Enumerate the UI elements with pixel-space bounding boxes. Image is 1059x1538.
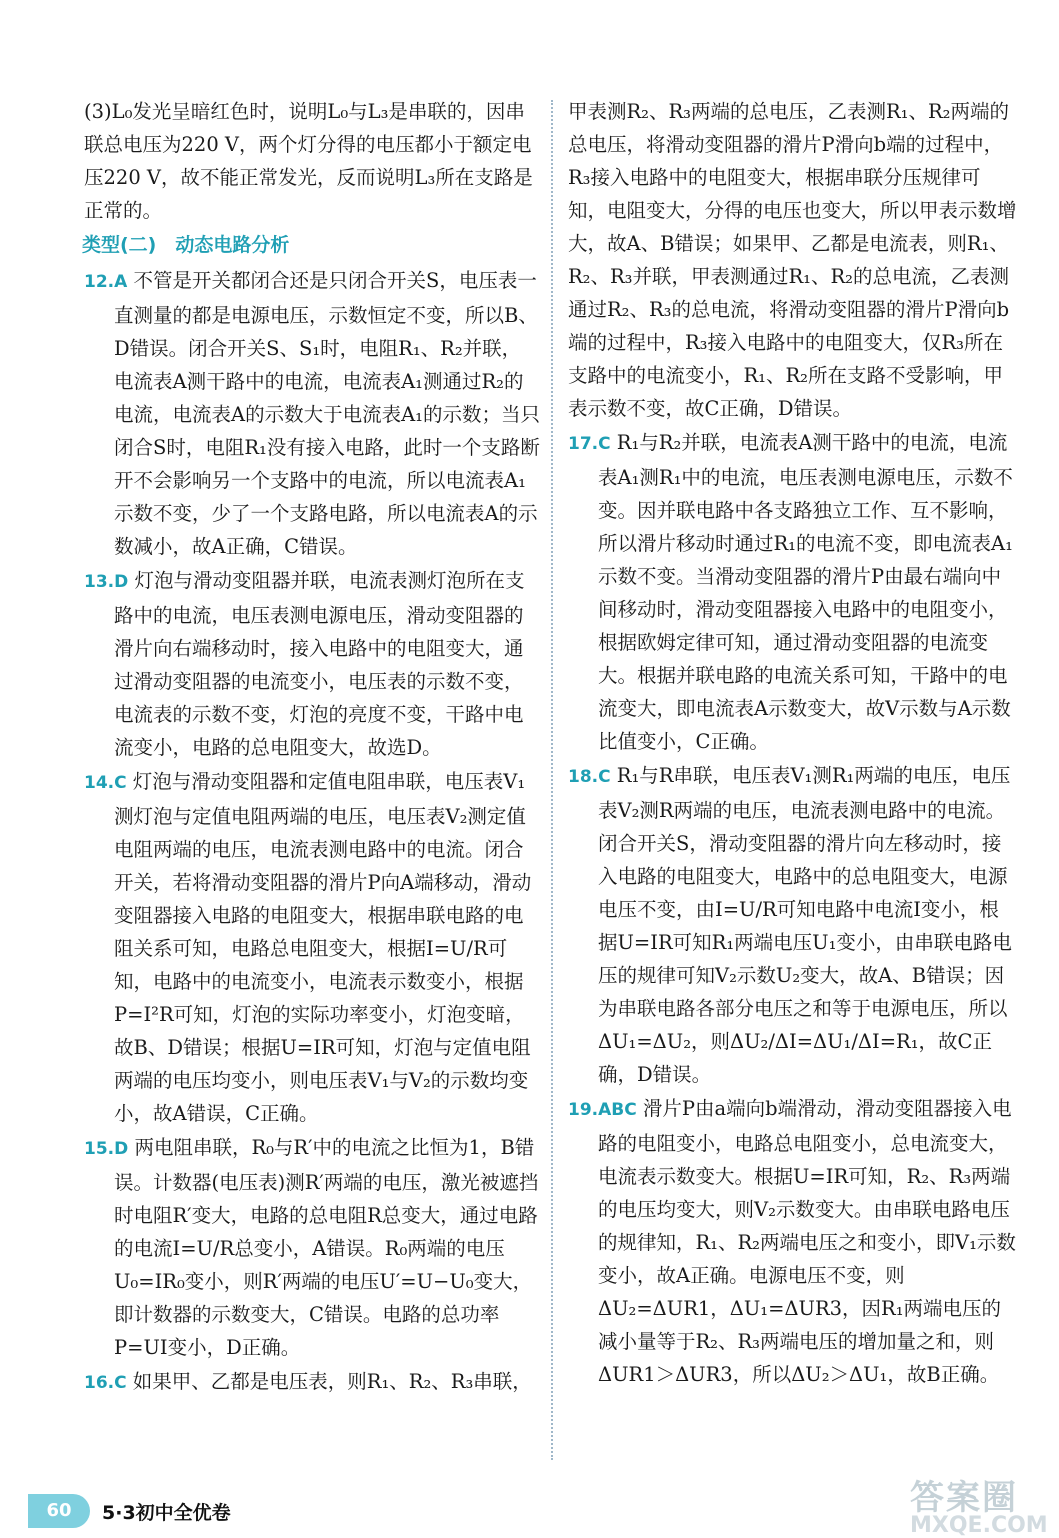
answer-15	[84, 1131, 540, 1364]
section-title: 类型(二) 动态电路分析	[82, 234, 290, 256]
left-column	[84, 95, 540, 1401]
answer-number: 13.D	[84, 572, 129, 592]
answer-text: 灯泡与滑动变阻器和定值电阻串联，电压表V₁测灯泡与定值电阻两端的电压，电压表V₂测定值电阻两端的电压，电流表测电路中的电流。闭合开关，若将滑动变阻器的滑片P向A端移动，滑动变阻器接入电路的电阻变大，根据串联电路的电阻关系可知，电路总电阻变大，根据I=U/R可知，电路中的电流变小，电流表示数变小，根据P=I²R可知，灯泡的实际功率变小，灯泡变暗，故B、D错误；根据U=IR可知，灯泡与定值电阻两端的电压均变小，则电压表V₁与V₂的示数均变小，故A错误，C正确。	[114, 770, 532, 1125]
answer-number: 15.D	[84, 1139, 129, 1159]
answer-text: R₁与R₂并联，电流表A测干路中的电流，电流表A₁测R₁中的电流，电压表测电源电压，示数不变。因并联电路中各支路独立工作、互不影响，所以滑片移动时通过R₁的电流不变，即电流表A₁示数不变。当滑动变阻器的滑片P由最右端向中间移动时，滑动变阻器接入电路中的电阻变小，根据欧姆定律可知，通过滑动变阻器的电流变大。根据并联电路的电流关系可知，干路中的电流变大，即电流表A示数变大，故V示数与A示数比值变小，C正确。	[598, 431, 1013, 753]
answer-text: 滑片P由a端向b端滑动，滑动变阻器接入电路的电阻变小，电路总电阻变小，总电流变大，电流表示数变大。根据U=IR可知，R₂、R₃两端的电压均变大，则V₂示数变大。由串联电路电压的规律知，R₁、R₂两端电压之和变小，即V₁示数变小，故A正确。电源电压不变，则ΔU₂=ΔUR1，ΔU₁=ΔUR3，因R₁两端电压的减小量等于R₂、R₃两端电压的增加量之和，则ΔUR1＞ΔUR3，所以ΔU₂＞ΔU₁，故B正确。	[598, 1097, 1016, 1386]
answer-text: R₁与R串联，电压表V₁测R₁两端的电压，电压表V₂测R两端的电压，电流表测电路中的电流。闭合开关S，滑动变阻器的滑片向左移动时，接入电路的电阻变大，电路中的总电阻变大，电源电压不变，由I=U/R可知电路中电流I变小，根据U=IR可知R₁两端电压U₁变小，由串联电路电压的规律可知V₂示数U₂变大，故A、B错误；因为串联电路各部分电压之和等于电源电压，所以ΔU₁=ΔU₂，则ΔU₂/ΔI=ΔU₁/ΔI=R₁，故C正确，D错误。	[598, 764, 1012, 1086]
book-title: 5·3初中全优卷	[102, 1502, 231, 1524]
answer-text: 两电阻串联，R₀与R′中的电流之比恒为1，B错误。计数器(电压表)测R′两端的电压，激光被遮挡时电阻R′变大，电路的总电阻R总变大，通过电路的电流I=U/R总变小，A错误。R₀两端的电压U₀=IR₀变小，则R′两端的电压U′=U−U₀变大，即计数器的示数变大，C错误。电路的总功率P=UI变小，D正确。	[114, 1136, 539, 1359]
answer-text: 灯泡与滑动变阻器并联，电流表测灯泡所在支路中的电流，电压表测电源电压，滑动变阻器的滑片向右端移动时，接入电路中的电阻变大，通过滑动变阻器的电流变小，电压表的示数不变，电流表的示数不变，灯泡的亮度不变，干路中电流变小，电路的总电阻变大，故选D。	[114, 569, 525, 759]
watermark-text: 答案圈	[910, 1478, 1018, 1518]
watermark-logo	[910, 1470, 1050, 1538]
answer-12	[84, 264, 540, 563]
answer-16	[84, 1365, 540, 1400]
answer-text: 不管是开关都闭合还是只闭合开关S，电压表一直测量的都是电源电压，示数恒定不变，所以B、D错误。闭合开关S、S₁时，电阻R₁、R₂并联，电流表A测干路中的电流，电流表A₁测通过R₂的电流，电流表A的示数大于电流表A₁的示数；当只闭合S时，电阻R₁没有接入电路，此时一个支路断开不会影响另一个支路中的电流，所以电流表A₁示数不变，少了一个支路电路，所以电流表A的示数减小，故A正确，C错误。	[114, 269, 540, 558]
answer-14	[84, 765, 540, 1130]
answer-number: 18.C	[568, 767, 611, 787]
answer-number: 16.C	[84, 1373, 127, 1393]
answer-19	[568, 1092, 1018, 1391]
answer-text: 如果甲、乙都是电压表，则R₁、R₂、R₃串联，	[132, 1370, 532, 1393]
page-number: 60	[28, 1494, 90, 1528]
answer-17	[568, 426, 1018, 758]
intro-text: (3)L₀发光呈暗红色时，说明L₀与L₃是串联的，因串联总电压为220 V，两个灯分得的电压都小于额定电压220 V，故不能正常发光，反而说明L₃所在支路是正常的。	[84, 100, 533, 222]
column-divider	[551, 100, 553, 1460]
answer-number: 17.C	[568, 434, 611, 454]
answer-number: 14.C	[84, 773, 127, 793]
answer-13	[84, 564, 540, 764]
right-column	[568, 95, 1018, 1392]
answer-16-continuation: 甲表测R₂、R₃两端的总电压，乙表测R₁、R₂两端的总电压，将滑动变阻器的滑片P滑向b端的过程中，R₃接入电路中的电阻变大，根据串联分压规律可知，电阻变大，分得的电压也变大，所以甲表示数增大，故A、B错误；如果甲、乙都是电流表，则R₁、R₂、R₃并联，甲表测通过R₁、R₂的总电流，乙表测通过R₂、R₃的总电流，将滑动变阻器的滑片P滑向b端的过程中，R₃接入电路中的电阻变大，仅R₃所在支路中的电流变小，R₁、R₂所在支路不受影响，甲表示数不变，故C正确，D错误。	[568, 100, 1017, 420]
answer-18	[568, 759, 1018, 1091]
answer-number: 12.A	[84, 272, 128, 292]
watermark-url: MXQE.COM	[910, 1513, 1048, 1538]
answer-number: 19.ABC	[568, 1100, 637, 1120]
